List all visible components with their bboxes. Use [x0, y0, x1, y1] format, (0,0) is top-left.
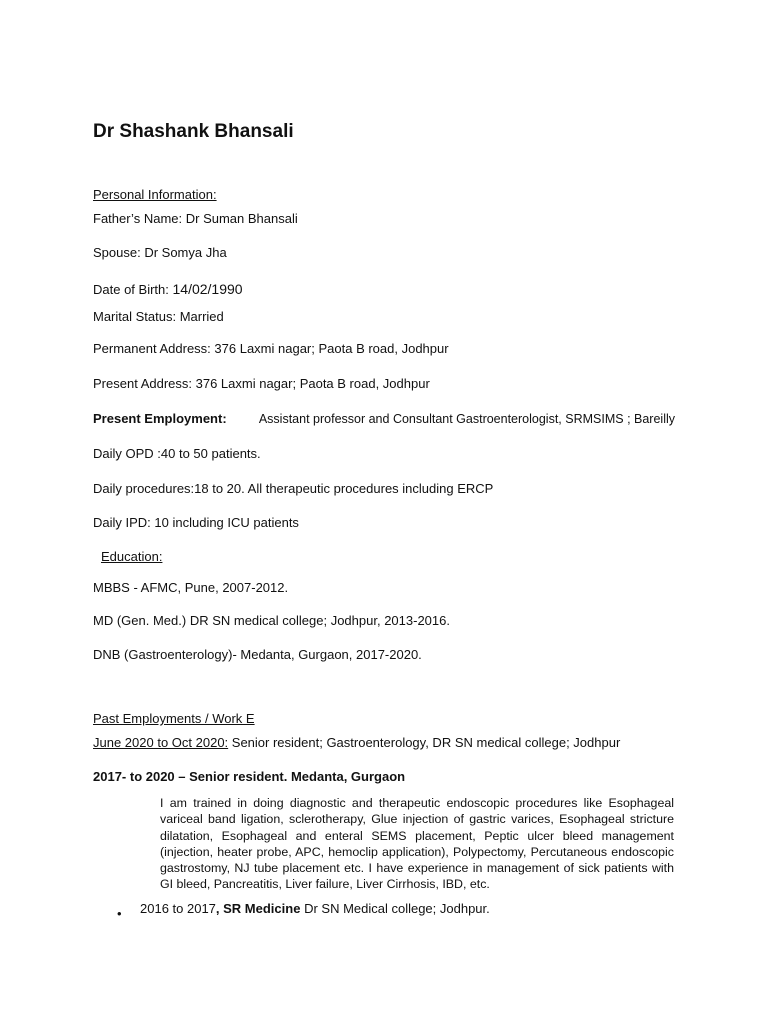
education-dnb: DNB (Gastroenterology)- Medanta, Gurgaon, 2017-2020. [93, 647, 422, 662]
daily-procedures-line: Daily procedures:18 to 20. All therapeutic procedures including ERCP [93, 481, 494, 496]
dob-line [93, 281, 243, 298]
past-employment-heading: Past Employments / Work E [93, 711, 255, 726]
job-medanta-title: 2017- to 2020 – Senior resident. Medanta, Gurgaon [93, 769, 406, 784]
permanent-address-label: Permanent Address: [93, 341, 211, 356]
md-degree: MD (Gen. Med.) [93, 613, 187, 628]
daily-opd-line: Daily OPD :40 to 50 patients. [93, 446, 261, 461]
bullet-point: • [117, 906, 122, 921]
job1-description: Senior resident; Gastroenterology, DR SN medical college; Jodhpur [231, 735, 621, 750]
bullet-years: 2016 to 2017 [140, 901, 216, 916]
present-employment-label: Present Employment: [93, 411, 227, 426]
spouse-label: Spouse: [93, 245, 141, 260]
md-years: 2013-2016. [384, 613, 450, 628]
bullet-role: , SR Medicine [215, 901, 301, 916]
spouse-line [93, 245, 227, 261]
permanent-address-value: 376 Laxmi nagar; Paota B road, Jodhpur [214, 341, 449, 356]
md-college: DR SN medical college; Jodhpur, [189, 613, 381, 628]
father-label: Father’s Name: [93, 211, 183, 226]
present-address-line [93, 376, 430, 392]
job-medanta-description: I am trained in doing diagnostic and therapeutic endoscopic procedures like Esophageal variceal band ligation, sclerotherapy, Glue injection of gastric varices, Esophageal stricture dilatation, Esophageal and enteral SEMS placement, Peptic ulcer bleed management (injection, heater probe, APC, hemoclip application), Polypectomy, Percutaneous endoscopic gastrostomy, NJ tube placement etc. I have experience in management of sick patients with GI bleed, Pancreatitis, Liver failure, Liver Cirrhosis, IBD, etc. [160, 796, 674, 892]
dob-label: Date of Birth: [93, 282, 169, 297]
present-employment-value: Assistant professor and Consultant Gastroenterologist, SRMSIMS ; Bareilly [258, 412, 675, 426]
present-employment-line [93, 411, 675, 427]
education-md [93, 613, 450, 629]
father-value: Dr Suman Bhansali [185, 211, 298, 226]
daily-ipd-line: Daily IPD: 10 including ICU patients [93, 515, 299, 530]
education-heading: Education: [101, 549, 163, 564]
job-srms-line [93, 735, 620, 751]
job1-dates: June 2020 to Oct 2020: [93, 735, 229, 750]
present-address-label: Present Address: [93, 376, 192, 391]
personal-info-heading: Personal Information: [93, 187, 217, 202]
dob-value: 14/02/1990 [172, 281, 243, 297]
spouse-value: Dr Somya Jha [144, 245, 227, 260]
education-mbbs: MBBS - AFMC, Pune, 2007-2012. [93, 580, 289, 595]
present-address-value: 376 Laxmi nagar; Paota B road, Jodhpur [195, 376, 430, 391]
father-name-line [93, 211, 298, 227]
page-title: Dr Shashank Bhansali [93, 121, 294, 142]
bullet-place: Dr SN Medical college; Jodhpur. [304, 901, 490, 916]
job-sr-medicine-line [140, 901, 490, 917]
permanent-address-line [93, 341, 449, 357]
marital-status-line: Marital Status: Married [93, 309, 224, 324]
